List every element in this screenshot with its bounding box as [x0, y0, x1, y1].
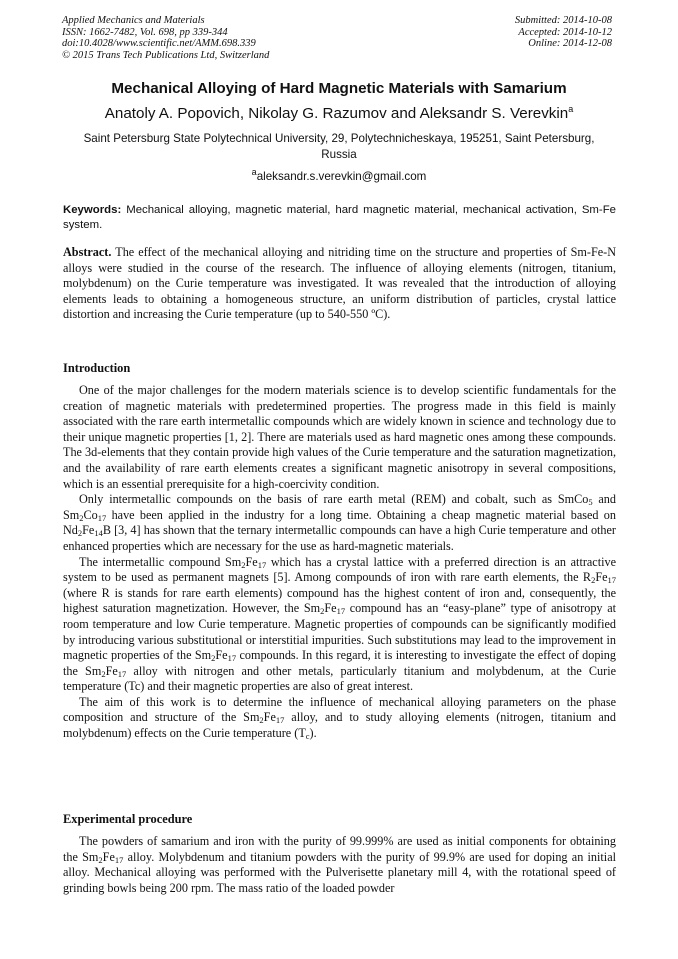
paper-title: Mechanical Alloying of Hard Magnetic Materials with Samarium: [111, 80, 567, 97]
affiliation: Saint Petersburg State Polytechnical University, 29, Polytechnicheskaya, 195251, Saint Petersburg, Russia: [83, 132, 595, 161]
abstract: [63, 245, 616, 323]
journal-name: Applied Mechanics and Materials: [62, 15, 205, 26]
author-affiliation-mark: a: [568, 104, 574, 114]
intro-paragraph-4: The aim of this work is to determine the influence of mechanical alloying parameters on the phase composition and structure of the $Sm_2Fe_{17}$ alloy, and to study alloying elements (nitrogen, titanium and molybdenum) effects on the Curie temperature $(T_c)$.: [63, 694, 616, 742]
copyright-line: © 2015 Trans Tech Publications Ltd, Switzerland: [62, 49, 270, 61]
keywords-label: Keywords:: [63, 204, 122, 216]
submitted-date: Submitted: 2014-10-08: [514, 15, 612, 26]
journal-header: [62, 15, 269, 61]
author-names: Anatoly A. Popovich, Nikolay G. Razumov and Aleksandr S. Verevkin: [104, 105, 569, 123]
section-heading-experimental: Experimental procedure: [63, 812, 193, 826]
abstract-text: The effect of the mechanical alloying and nitriding time on the structure and properties of Sm-Fe-N alloys were studied in the course of the research. The influence of alloying elements (nitrogen, titanium, molybdenum) on the Curie temperature was investigated. It was revealed that the introduction of alloying elements leads to obtaining a homogeneous structure, an uniform distribution of particles, crystal lattice distortion and increasing the Curie temperature (up to 540-550 ºC).: [63, 245, 616, 322]
email-address: aleksandr.s.verevkin@gmail.com: [256, 169, 427, 183]
abstract-label: Abstract.: [63, 245, 112, 259]
keywords: [63, 203, 616, 232]
accepted-date: Accepted: 2014-10-12: [518, 26, 612, 38]
issn-line: ISSN: 1662-7482, Vol. 698, pp 339-344: [62, 26, 228, 38]
author-list: [40, 104, 638, 122]
intro-paragraph-3: The intermetallic compound $Sm_2Fe_{17}$ which has a crystal lattice with a preferred direction is an attractive system to be used as permanent magnets [5]. Among compounds of iron with rare earth elements, the $R_2Fe_{17}$ (where R is stands for rare earth elements) compound has the highest content of iron and, consequently, the highest saturation magnetization. However, the $Sm_2Fe_{17}$ compound has an “easy-plane” type of anisotropy at room temperature and low Curie temperature. Magnetic properties of compounds can be significantly modified by introducing various substitutional or interstitial impurities. Such substitutions may lead to the improvement in magnetic properties of the $Sm_2Fe_{17}$ compounds. In this regard, it is interesting to investigate the effect of doping the $Sm_2Fe_{17}$ alloy with nitrogen and other metals, particularly titanium and molybdenum, at the Curie temperature (Tc) and their magnetic properties are also of great interest.: [63, 554, 616, 694]
online-date: Online: 2014-12-08: [528, 38, 612, 50]
experimental-section: [63, 834, 616, 896]
experimental-paragraph-1: The powders of samarium and iron with the purity of 99.999% are used as initial components for obtaining the $Sm_2Fe_{17}$ alloy. Molybdenum and titanium powders with the purity of 99.9% are used for doping an initial alloy. Mechanical alloying was performed with the Pulverisette planetary mill 4, with the rotational speed of grinding bowls being 200 rpm. The mass ratio of the loaded powder: [63, 834, 616, 895]
introduction-section: [63, 383, 616, 742]
author-email: [40, 167, 638, 183]
keywords-text: Mechanical alloying, magnetic material, hard magnetic material, mechanical activation, Sm-Fe system.: [63, 204, 616, 231]
intro-paragraph-2: Only intermetallic compounds on the basis of rare earth metal (REM) and cobalt, such as SmCo$_5$ and $Sm_2Co_{17}$ have been applied in the industry for a long time. Obtaining a cheap magnetic material based on $Nd_2Fe_{14}B$ [3, 4] has shown that the ternary intermetallic compounds can have a high Curie temperature and other enhanced properties which are necessary for the use as hard-magnetic materials.: [63, 492, 616, 553]
section-heading-introduction: Introduction: [63, 361, 131, 375]
intro-paragraph-1: One of the major challenges for the modern materials science is to develop scientific fundamentals for the creation of magnetic materials with predetermined properties. The progress made in this field is mainly associated with the rare earth intermetallic compounds which are widely known in science and technology due to their unique magnetic properties [1, 2]. There are materials used as hard magnetic ones among these compounds. The 3d-elements that they contain provide high values of the Curie temperature and the saturation magnetization, and the availability of rare earth elements creates a significant magnetic anisotropy in several compositions, which is an essential prerequisite for a high-coercivity condition.: [63, 383, 616, 491]
email-affiliation-mark: a: [251, 167, 257, 177]
dates-header: [515, 15, 612, 50]
doi-line: doi:10.4028/www.scientific.net/AMM.698.339: [62, 38, 256, 50]
